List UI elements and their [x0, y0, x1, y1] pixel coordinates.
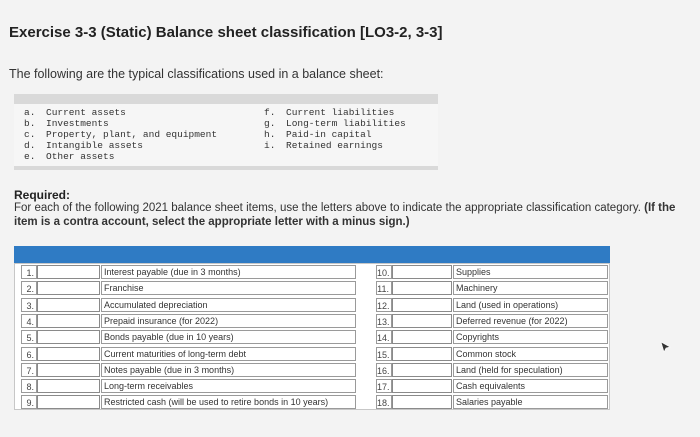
answer-input-8[interactable]	[37, 379, 100, 393]
table-row	[15, 362, 609, 378]
answer-input-5[interactable]	[37, 330, 100, 344]
classification-list-right	[264, 107, 406, 151]
item-label: Land (held for speculation)	[453, 363, 608, 377]
item-label: Supplies	[453, 265, 608, 279]
row-number: 12.	[376, 298, 392, 312]
classification-box-bottom-bar	[14, 166, 438, 170]
table-row	[15, 313, 609, 329]
answer-input-4[interactable]	[37, 314, 100, 328]
classification-item: e. Other assets	[24, 151, 115, 162]
classification-item: i. Retained earnings	[264, 140, 383, 151]
item-label: Franchise	[101, 281, 356, 295]
page-title: Exercise 3-3 (Static) Balance sheet classification [LO3-2, 3-3]	[9, 24, 443, 41]
answer-input-2[interactable]	[37, 281, 100, 295]
answer-input-13[interactable]	[392, 314, 452, 328]
required-instructions	[14, 201, 694, 229]
answer-input-1[interactable]	[37, 265, 100, 279]
row-number: 3.	[21, 298, 37, 312]
classification-item: a. Current assets	[24, 107, 126, 118]
answer-table	[14, 263, 610, 410]
row-number: 14.	[376, 330, 392, 344]
item-label: Land (used in operations)	[453, 298, 608, 312]
item-label: Salaries payable	[453, 395, 608, 409]
item-label: Long-term receivables	[101, 379, 356, 393]
answer-input-9[interactable]	[37, 395, 100, 409]
answer-input-14[interactable]	[392, 330, 452, 344]
table-row	[15, 297, 609, 313]
answer-input-10[interactable]	[392, 265, 452, 279]
item-label: Current maturities of long-term debt	[101, 347, 356, 361]
item-label: Common stock	[453, 347, 608, 361]
classification-box-top-bar	[14, 94, 438, 104]
answer-input-15[interactable]	[392, 347, 452, 361]
row-number: 9.	[21, 395, 37, 409]
row-number: 17.	[376, 379, 392, 393]
item-label: Cash equivalents	[453, 379, 608, 393]
table-row	[15, 264, 609, 280]
row-number: 1.	[21, 265, 37, 279]
row-number: 10.	[376, 265, 392, 279]
row-number: 15.	[376, 347, 392, 361]
row-number: 6.	[21, 347, 37, 361]
row-number: 18.	[376, 395, 392, 409]
row-number: 11.	[376, 281, 392, 295]
table-row	[15, 346, 609, 362]
table-row	[15, 329, 609, 345]
classification-list-left	[24, 107, 217, 162]
item-label: Prepaid insurance (for 2022)	[101, 314, 356, 328]
table-row	[15, 280, 609, 296]
answer-input-16[interactable]	[392, 363, 452, 377]
answer-input-3[interactable]	[37, 298, 100, 312]
answer-input-12[interactable]	[392, 298, 452, 312]
row-number: 5.	[21, 330, 37, 344]
row-number: 16.	[376, 363, 392, 377]
required-text: For each of the following 2021 balance sheet items, use the letters above to indicate the appropriate classification category.	[14, 202, 641, 214]
required-heading: Required:	[14, 188, 71, 202]
item-label: Interest payable (due in 3 months)	[101, 265, 356, 279]
item-label: Machinery	[453, 281, 608, 295]
required-bold-note: (If the item is a contra account, select the appropriate letter with a minus sign.)	[14, 202, 676, 228]
classification-item: d. Intangible assets	[24, 140, 143, 151]
answer-input-17[interactable]	[392, 379, 452, 393]
classification-box	[14, 94, 438, 170]
item-label: Restricted cash (will be used to retire bonds in 10 years)	[101, 395, 356, 409]
mouse-pointer-icon	[660, 341, 672, 353]
item-label: Deferred revenue (for 2022)	[453, 314, 608, 328]
row-number: 13.	[376, 314, 392, 328]
answer-input-6[interactable]	[37, 347, 100, 361]
classification-item: g. Long-term liabilities	[264, 118, 406, 129]
answer-input-18[interactable]	[392, 395, 452, 409]
classification-item: h. Paid-in capital	[264, 129, 372, 140]
table-row	[15, 378, 609, 394]
answer-input-11[interactable]	[392, 281, 452, 295]
item-label: Notes payable (due in 3 months)	[101, 363, 356, 377]
classification-item: b. Investments	[24, 118, 109, 129]
intro-text: The following are the typical classifications used in a balance sheet:	[9, 67, 384, 81]
row-number: 2.	[21, 281, 37, 295]
item-label: Bonds payable (due in 10 years)	[101, 330, 356, 344]
classification-item: c. Property, plant, and equipment	[24, 129, 218, 140]
row-number: 7.	[21, 363, 37, 377]
answer-input-7[interactable]	[37, 363, 100, 377]
table-row	[15, 394, 609, 410]
row-number: 8.	[21, 379, 37, 393]
classification-item: f. Current liabilities	[264, 107, 395, 118]
item-label: Accumulated depreciation	[101, 298, 356, 312]
row-number: 4.	[21, 314, 37, 328]
item-label: Copyrights	[453, 330, 608, 344]
table-header-bar	[14, 246, 610, 263]
